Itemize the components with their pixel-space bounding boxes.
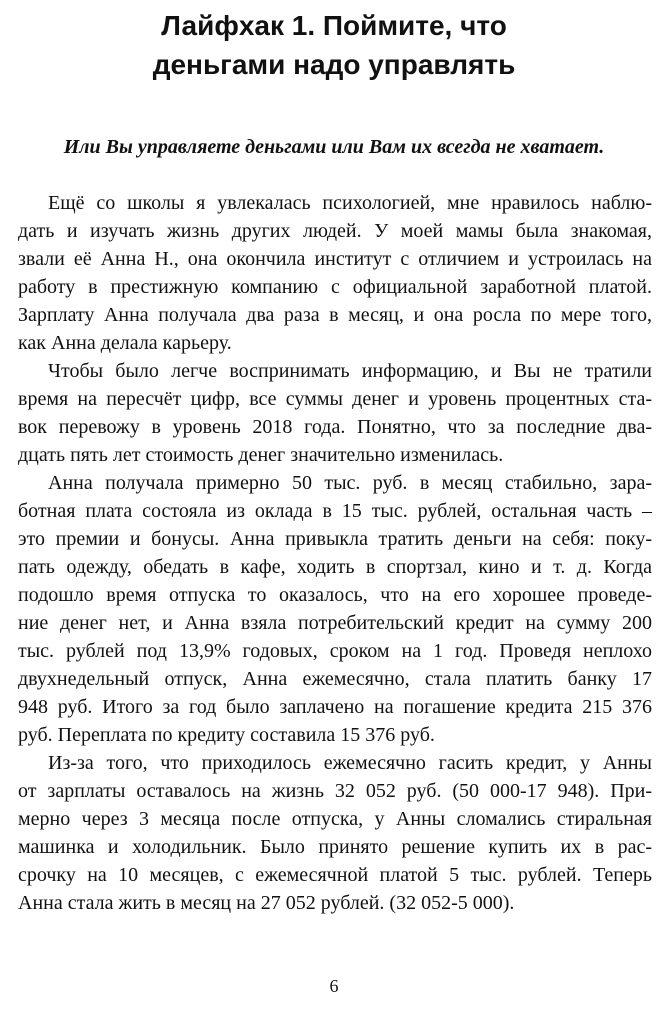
text-line: Зарплату Анна получала два раза в месяц, и она росла по мере того, bbox=[18, 304, 652, 326]
paragraph-3 bbox=[18, 469, 652, 749]
text-line: пать одежду, обедать в кафе, ходить в спортзал, кино и т. д. Когда bbox=[18, 556, 652, 578]
text-line: подошло время отпуска то оказалось, что на его хорошее проведе- bbox=[18, 584, 652, 606]
text-line: работу в престижную компанию с официальной заработной платой. bbox=[18, 276, 652, 298]
paragraph-4 bbox=[18, 749, 652, 917]
text-line: Анна получала примерно 50 тыс. руб. в месяц стабильно, зара- bbox=[48, 472, 652, 494]
text-line: звали её Анна Н., она окончила институт с отличием и устроилась на bbox=[18, 248, 652, 270]
chapter-subtitle: Или Вы управляете деньгами или Вам их всегда не хватает. bbox=[63, 136, 605, 158]
text-line: дать и изучать жизнь других людей. У моей мамы была знакомая, bbox=[18, 220, 652, 242]
text-line: время на пересчёт цифр, все суммы денег и уровень процентных ста- bbox=[18, 388, 652, 410]
chapter-title-line-1: Лайфхак 1. Поймите, что bbox=[161, 10, 507, 41]
text-line: Чтобы было легче воспринимать информацию, и Вы не тратили bbox=[48, 360, 652, 382]
text-line: Из-за того, что приходилось ежемесячно гасить кредит, у Анны bbox=[48, 752, 652, 774]
text-line: руб. Переплата по кредиту составила 15 376 руб. bbox=[18, 724, 435, 746]
chapter-title bbox=[20, 6, 648, 84]
chapter-title-line-2: деньгами надо управлять bbox=[152, 49, 516, 80]
text-line: как Анна делала карьеру. bbox=[18, 332, 232, 354]
text-line: ботная плата состояла из оклада в 15 тыс. рублей, остальная часть – bbox=[18, 500, 652, 522]
text-line: срочку на 10 месяцев, с ежемесячной платой 5 тыс. рублей. Теперь bbox=[18, 864, 652, 886]
text-line: двухнедельный отпуск, Анна ежемесячно, стала платить банку 17 bbox=[18, 668, 652, 690]
text-line: мерно через 3 месяца после отпуска, у Анны сломались стиральная bbox=[18, 808, 652, 830]
text-line: это премии и бонусы. Анна привыкла тратить деньги на себя: поку- bbox=[18, 528, 652, 550]
text-line: тыс. рублей под 13,9% годовых, сроком на 1 год. Проведя неплохо bbox=[18, 640, 652, 662]
text-line: от зарплаты оставалось на жизнь 32 052 руб. (50 000-17 948). При- bbox=[18, 780, 652, 802]
text-line: Анна стала жить в месяц на 27 052 рублей. (32 052-5 000). bbox=[18, 892, 515, 914]
text-line: Ещё со школы я увлекалась психологией, мне нравилось наблю- bbox=[48, 192, 652, 214]
text-line: 948 руб. Итого за год было заплачено на погашение кредита 215 376 bbox=[18, 696, 652, 718]
page-number: 6 bbox=[329, 976, 339, 996]
body-text bbox=[18, 189, 652, 917]
text-line: дцать пять лет стоимость денег значительно изменилась. bbox=[18, 444, 504, 466]
paragraph-1 bbox=[18, 189, 652, 357]
text-line: ние денег нет, и Анна взяла потребительский кредит на сумму 200 bbox=[18, 612, 652, 634]
text-line: машинка и холодильник. Было принято решение купить их в рас- bbox=[18, 836, 652, 858]
text-line: вок перевожу в уровень 2018 года. Понятно, что за последние два- bbox=[18, 416, 652, 438]
paragraph-2 bbox=[18, 357, 652, 469]
